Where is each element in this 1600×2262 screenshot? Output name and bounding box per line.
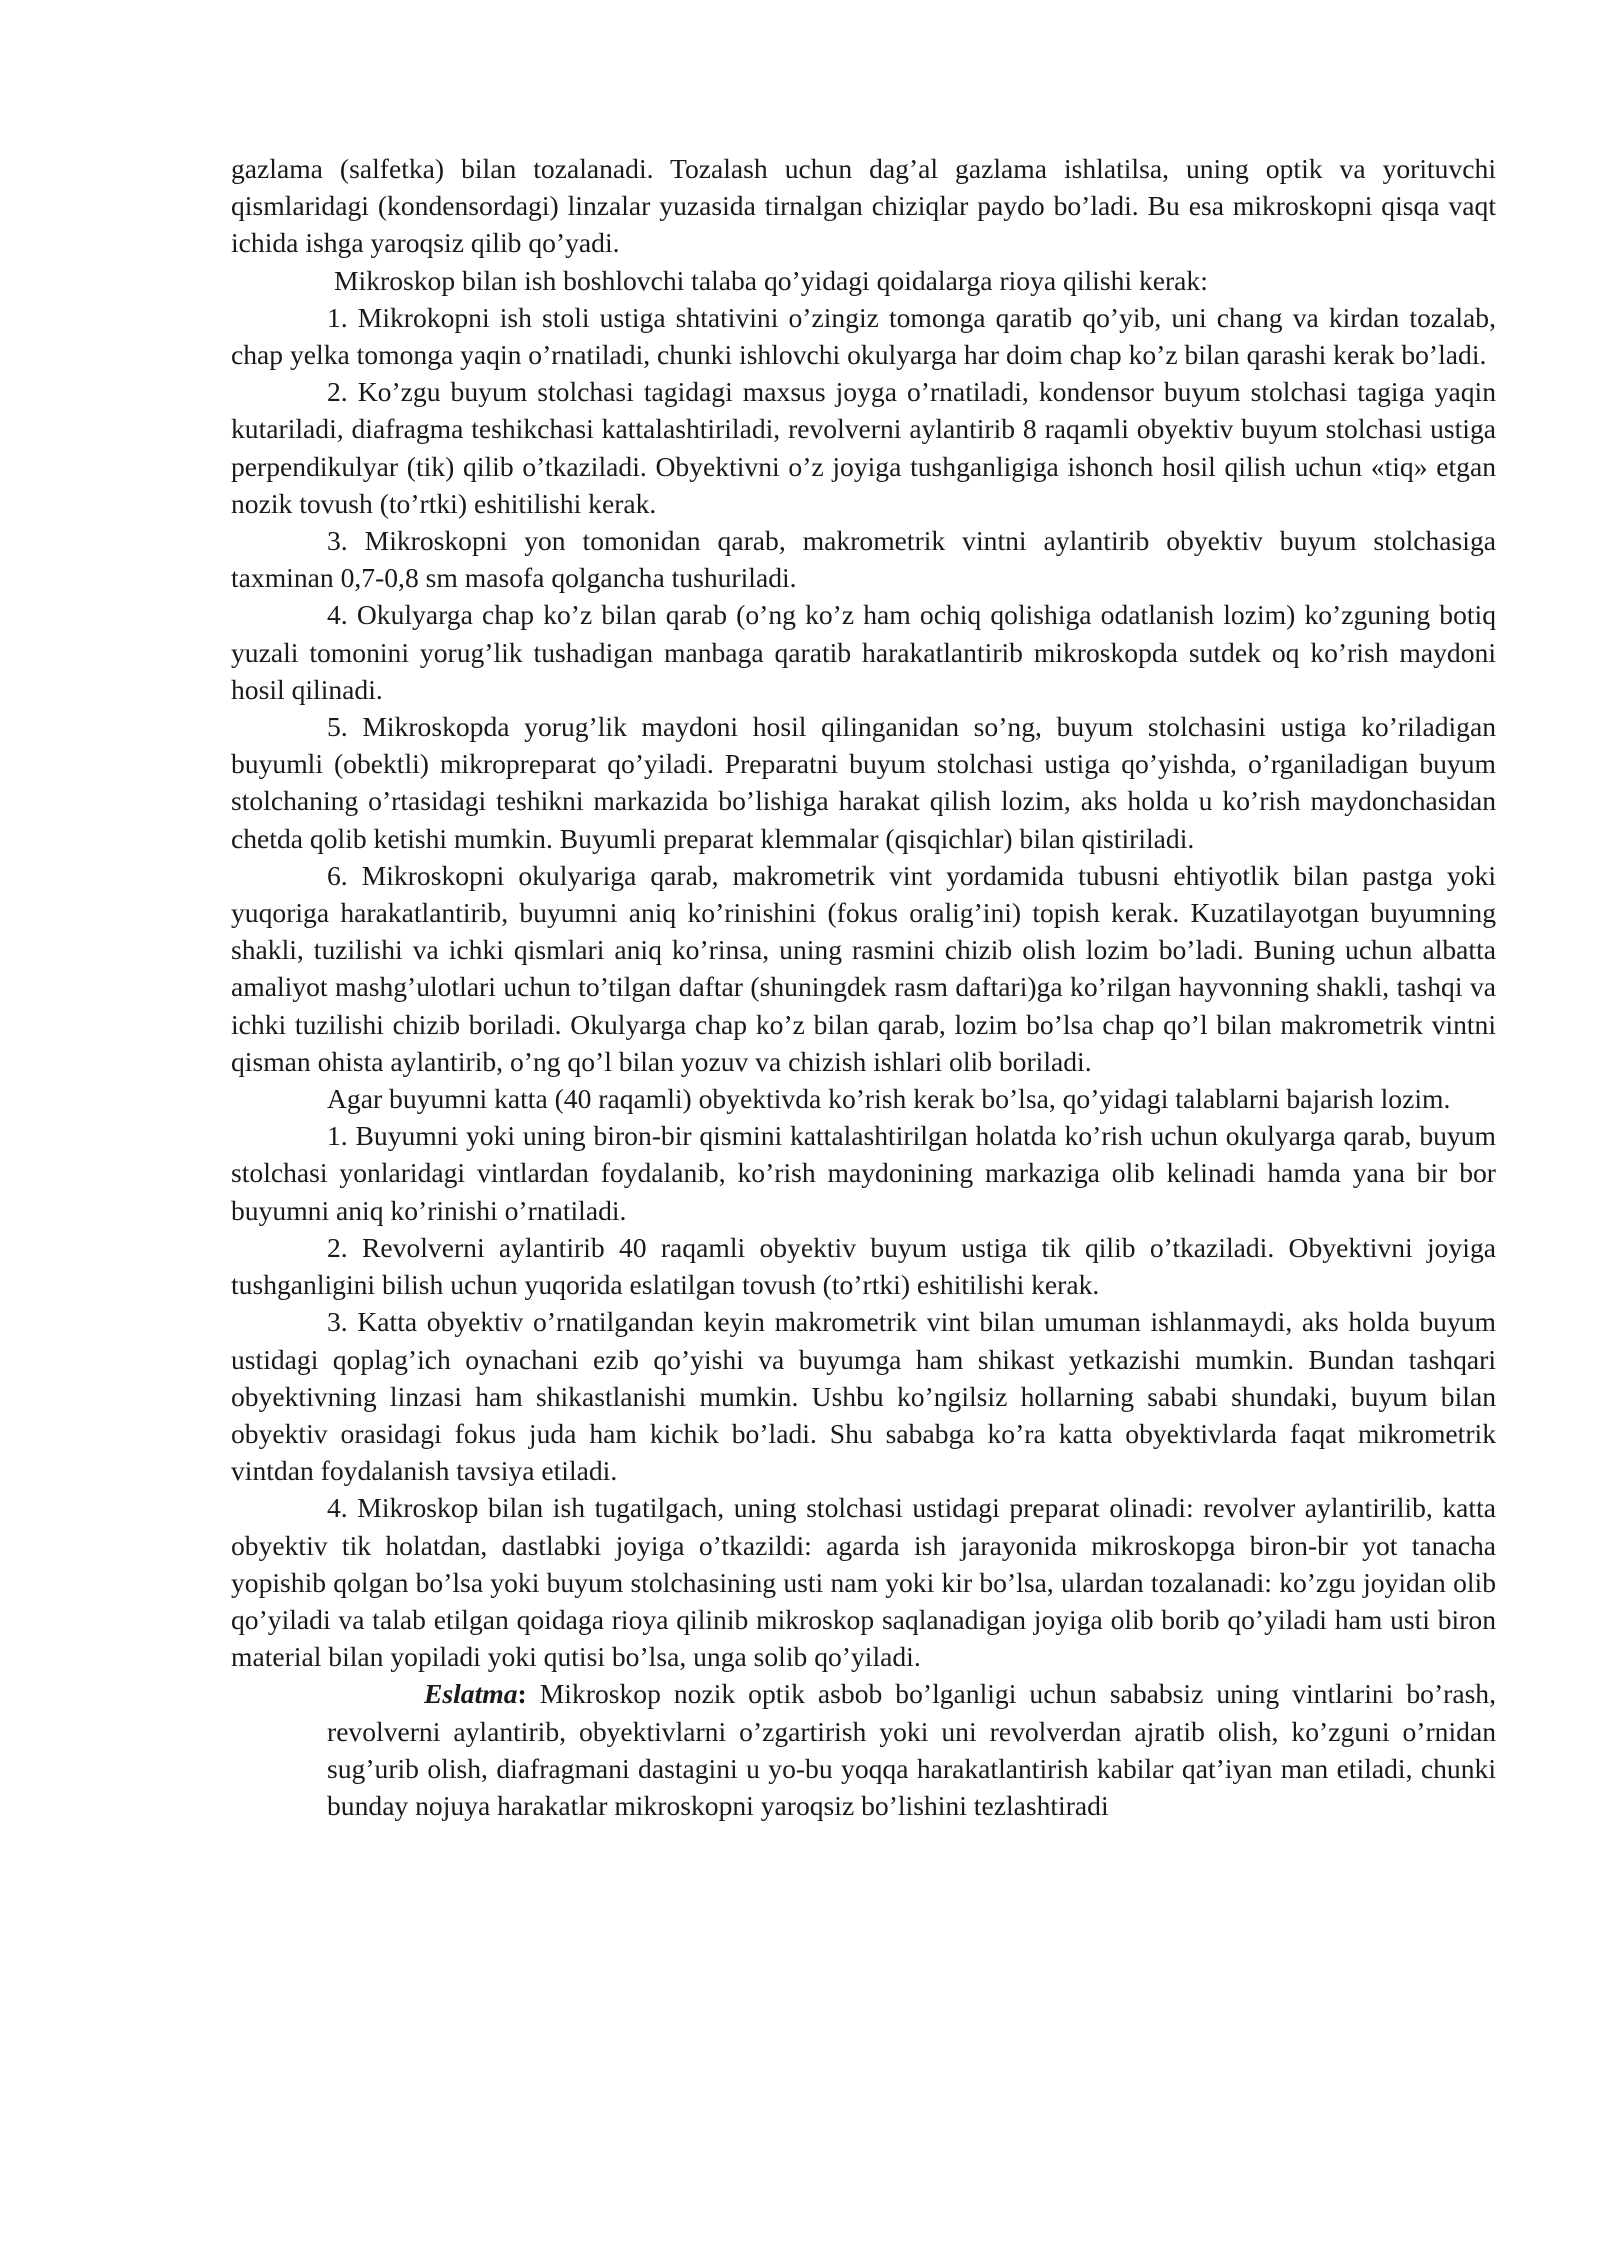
note-paragraph (327, 1675, 1496, 1824)
paragraph-large-objective-1: 1. Buyumni yoki uning biron-bir qismini kattalashtirilgan holatda ko’rish uchun okulyarga qarab, buyum stolchasi yonlaridagi vintlardan foydalanib, ko’rish maydonining markaziga olib kelinadi hamda yana bir bor buyumni aniq ko’rinishi o’rnatiladi. (231, 1120, 1496, 1226)
note-colon: : (517, 1678, 527, 1710)
paragraph-large-objective-2: 2. Revolverni aylantirib 40 raqamli obyektiv buyum ustiga tik qilib o’tkaziladi. Obyektivni joyiga tushganligini bilish uchun yuqorida eslatilgan tovush (to’rtki) eshitilishi kerak. (231, 1231, 1496, 1301)
note-text: Mikroskop nozik optik asbob bo’lganligi uchun sababsiz uning vintlarini bo’rash, revolverni aylantirib, obyektivlarni o’zgartirish yoki uni revolverdan ajratib olish, ko’zguni o’rnidan sug’urib olish, diafragmani dastagini u yo-bu yoqqa harakatlantirish kabilar qat’iyan man etiladi, chunki bunday nojuya harakatlar mikroskopni yaroqsiz bo’lishini tezlashtiradi (327, 1678, 1496, 1821)
paragraph-rule-2: 2. Ko’zgu buyum stolchasi tagidagi maxsus joyga o’rnatiladi, kondensor buyum stolchasi tagiga yaqin kutariladi, diafragma teshikchasi kattalashtiriladi, revolverni aylantirib 8 raqamli obyektiv buyum stolchasi ustiga perpendikulyar (tik) qilib o’tkaziladi. Obyektivni o’z joyiga tushganligiga ishonch hosil qilish uchun «tiq» etgan nozik tovush (to’rtki) eshitilishi kerak. (231, 376, 1496, 519)
paragraph-rules-heading: Mikroskop bilan ish boshlovchi talaba qo’yidagi qoidalarga rioya qilishi kerak: (334, 264, 1208, 296)
paragraph-rule-1: 1. Mikrokopni ish stoli ustiga shtativini o’zingiz tomonga qaratib qo’yib, uni chang va kirdan tozalab, chap yelka tomonga yaqin o’rnatiladi, chunki ishlovchi okulyarga har doim chap ko’z bilan qarashi kerak bo’ladi. (231, 301, 1496, 371)
paragraph-intro: gazlama (salfetka) bilan tozalanadi. Tozalash uchun dag’al gazlama ishlatilsa, uning optik va yorituvchi qismlaridagi (kondensordagi) linzalar yuzasida tirnalgan chiziqlar paydo bo’ladi. Bu esa mikroskopni qisqa vaqt ichida ishga yaroqsiz qilib qo’yadi. (231, 153, 1496, 259)
document-page (231, 150, 1496, 1824)
paragraph-rule-6: 6. Mikroskopni okulyariga qarab, makrometrik vint yordamida tubusni ehtiyotlik bilan pastga yoki yuqoriga harakatlantirib, buyumni aniq ko’rinishini (fokus oralig’ini) topish kerak. Kuzatilayotgan buyumning shakli, tuzilishi va ichki qismlari aniq ko’rinsa, uning rasmini chizib olish lozim bo’ladi. Buning uchun albatta amaliyot mashg’ulotlari uchun to’tilgan daftar (shuningdek rasm daftari)ga ko’rilgan hayvonning shakli, tashqi va ichki tuzilishi chizib boriladi. Okulyarga chap ko’z bilan qarab, lozim bo’lsa chap qo’l bilan makrometrik vintni qisman ohista aylantirib, o’ng qo’l bilan yozuv va chizish ishlari olib boriladi. (231, 859, 1496, 1077)
paragraph-large-objective-4: 4. Mikroskop bilan ish tugatilgach, uning stolchasi ustidagi preparat olinadi: revolver aylantirilib, katta obyektiv tik holatdan, dastlabki joyiga o’tkazildi: agarda ish jarayonida mikroskopga biron-bir yot tanacha yopishib qolgan bo’lsa yoki buyum stolchasining usti nam yoki kir bo’lsa, ulardan tozalanadi: ko’zgu joyidan olib qo’yiladi va talab etilgan qoidaga rioya qilinib mikroskop saqlanadigan joyiga olib borib qo’yiladi ham usti biron material bilan yopiladi yoki qutisi bo’lsa, unga solib qo’yiladi. (231, 1492, 1496, 1673)
paragraph-rule-3: 3. Mikroskopni yon tomonidan qarab, makrometrik vintni aylantirib obyektiv buyum stolchasiga taxminan 0,7-0,8 sm masofa qolgancha tushuriladi. (231, 525, 1496, 594)
paragraph-rule-4: 4. Okulyarga chap ko’z bilan qarab (o’ng ko’z ham ochiq qolishiga odatlanish lozim) ko’zguning botiq yuzali tomonini yorug’lik tushadigan manbaga qaratib harakatlantirib mikroskopda sutdek oq ko’rish maydoni hosil qilinadi. (231, 599, 1496, 705)
note-label: Eslatma (424, 1678, 518, 1710)
paragraph-rule-5: 5. Mikroskopda yorug’lik maydoni hosil qilinganidan so’ng, buyum stolchasini ustiga ko’riladigan buyumli (obektli) mikropreparat qo’yiladi. Preparatni buyum stolchasi ustiga qo’yishda, o’rganiladigan buyum stolchaning o’rtasidagi teshikni markazida bo’lishiga harakat qilish lozim, aks holda u ko’rish maydonchasidan chetda qolib ketishi mumkin. Buyumli preparat klemmalar (qisqichlar) bilan qistiriladi. (231, 711, 1496, 854)
paragraph-large-objective-3: 3. Katta obyektiv o’rnatilgandan keyin makrometrik vint bilan umuman ishlanmaydi, aks holda buyum ustidagi qoplag’ich oynachani ezib qo’yishi va buyumga ham shikast yetkazishi mumkin. Bundan tashqari obyektivning linzasi ham shikastlanishi mumkin. Ushbu ko’ngilsiz hollarning sababi shundaki, buyum bilan obyektiv orasidagi fokus juda ham kichik bo’ladi. Shu sababga ko’ra katta obyektivlarda faqat mikrometrik vintdan foydalanish tavsiya etiladi. (231, 1306, 1496, 1487)
paragraph-large-objective-intro: Agar buyumni katta (40 raqamli) obyektivda ko’rish kerak bo’lsa, qo’yidagi talablarni bajarish lozim. (327, 1083, 1451, 1115)
